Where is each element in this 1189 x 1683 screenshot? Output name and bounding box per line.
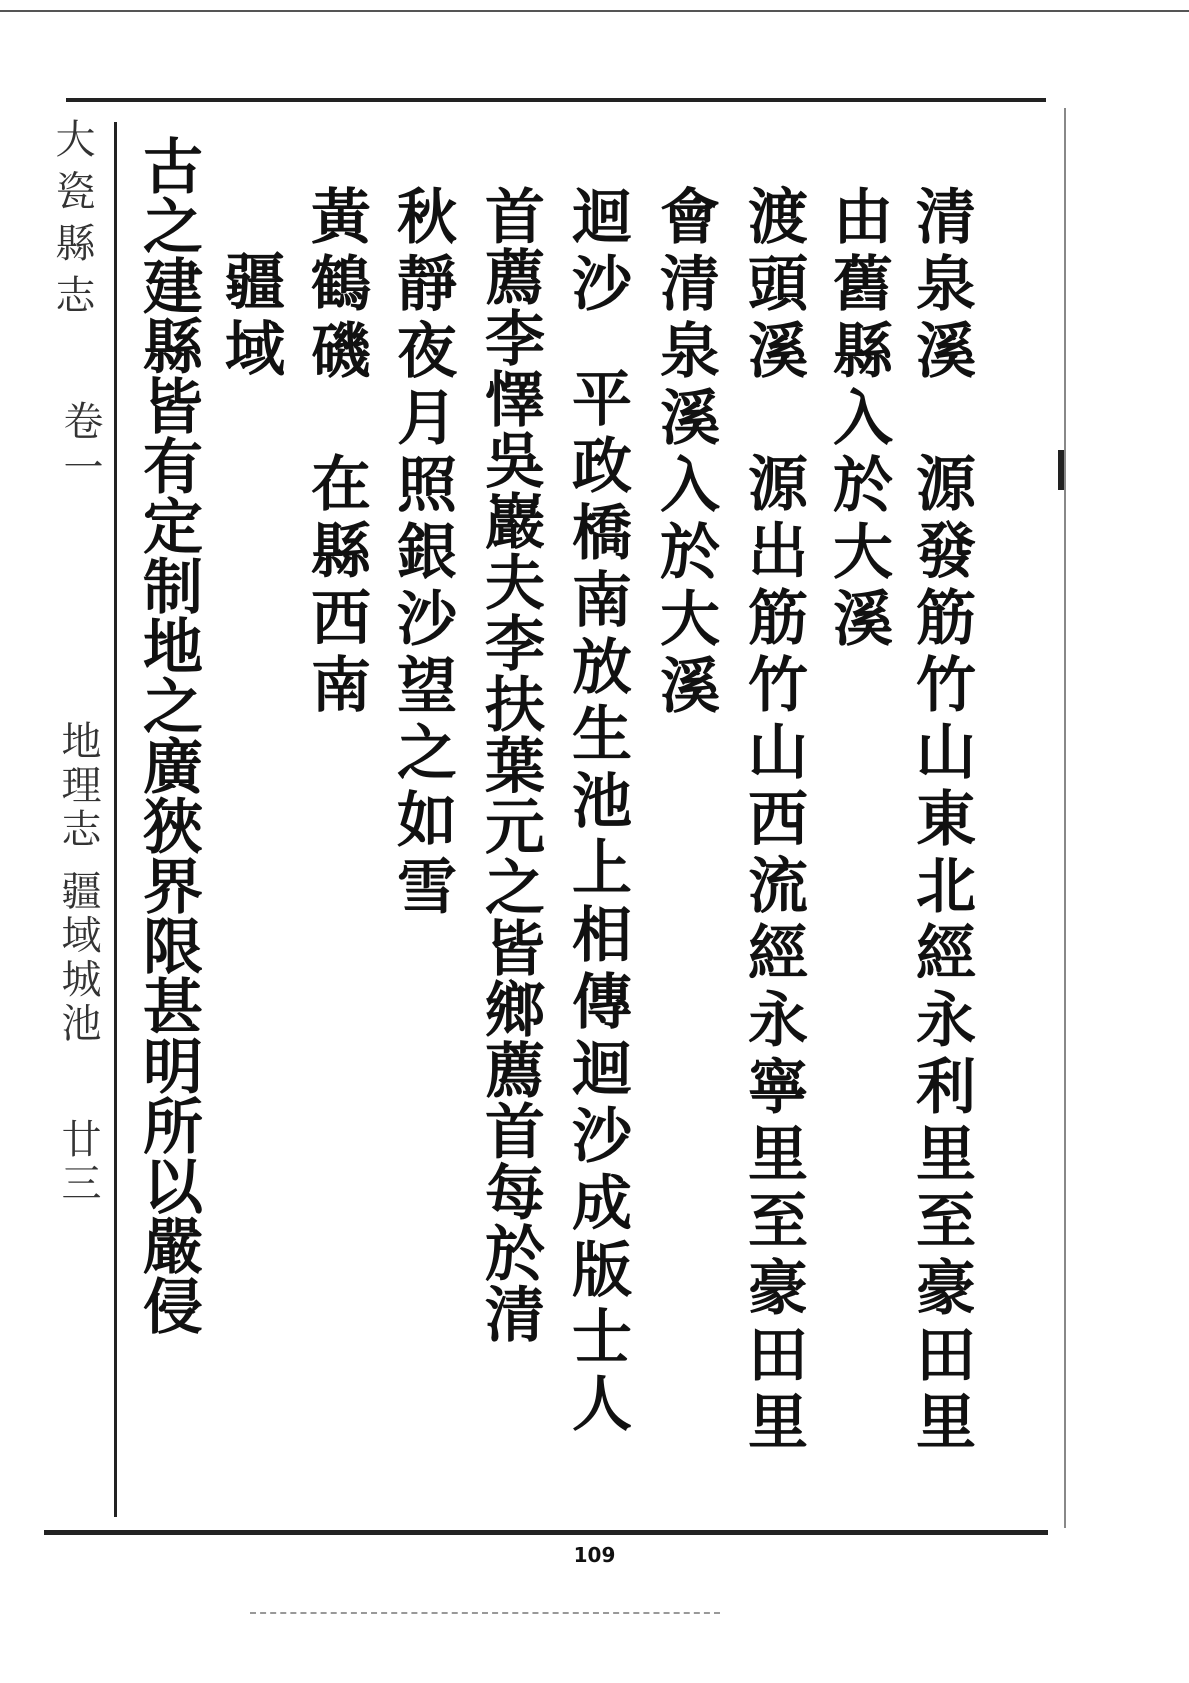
text-column-1 <box>906 185 976 1457</box>
spine-volume: 卷一 <box>57 400 103 492</box>
spine-book-title: 大瓷縣志 <box>49 118 95 326</box>
entry-body: 在縣西南 <box>301 452 371 720</box>
footer-rule <box>250 1612 720 1614</box>
entry-heading: 迴沙 <box>562 185 632 319</box>
entry-body: 平政橋南放生池上相傳迴沙成版士人 <box>562 367 632 1439</box>
page-frame-left <box>114 122 117 1517</box>
entry-body: 秋靜夜月照銀沙望之如雪 <box>387 185 457 922</box>
page-number: 109 <box>573 1543 616 1567</box>
spine-section: 地理志 <box>55 720 101 852</box>
entry-heading: 渡頭溪 <box>738 185 808 386</box>
section-heading-column <box>215 250 285 384</box>
entry-heading: 清泉溪 <box>906 185 976 386</box>
text-column-8 <box>301 185 371 720</box>
entry-body: 源發筋竹山東北經永利里至豪田里 <box>906 452 976 1457</box>
frame-mark <box>1058 450 1064 490</box>
spine-chapter: 疆域城池 <box>55 870 101 1046</box>
entry-body: 首薦李懌吳巖夫李扶葉元之皆鄉薦首每於清 <box>475 185 545 1344</box>
entry-body: 會清泉溪入於大溪 <box>650 185 720 721</box>
entry-body: 古之建縣皆有定制地之廣狹界限甚明所以嚴侵 <box>133 135 203 1335</box>
text-column-7 <box>387 185 457 922</box>
page-frame-bottom <box>44 1530 1048 1535</box>
entry-body: 源出筋竹山西流經永寧里至豪田里 <box>738 452 808 1457</box>
text-column-10 <box>133 135 203 1335</box>
entry-body: 由舊縣入於大溪 <box>823 185 893 654</box>
page-frame-top <box>66 98 1046 102</box>
spine-leaf-number: 廿三 <box>55 1118 101 1206</box>
text-column-5 <box>562 185 632 1439</box>
text-column-2 <box>823 185 893 654</box>
section-heading: 疆域 <box>215 250 285 384</box>
scan-top-rule <box>0 10 1189 12</box>
text-column-3 <box>738 185 808 1457</box>
entry-heading: 黃鶴磯 <box>301 185 371 386</box>
page-frame-right <box>1064 108 1066 1528</box>
text-column-6 <box>475 185 545 1344</box>
text-column-4 <box>650 185 720 721</box>
